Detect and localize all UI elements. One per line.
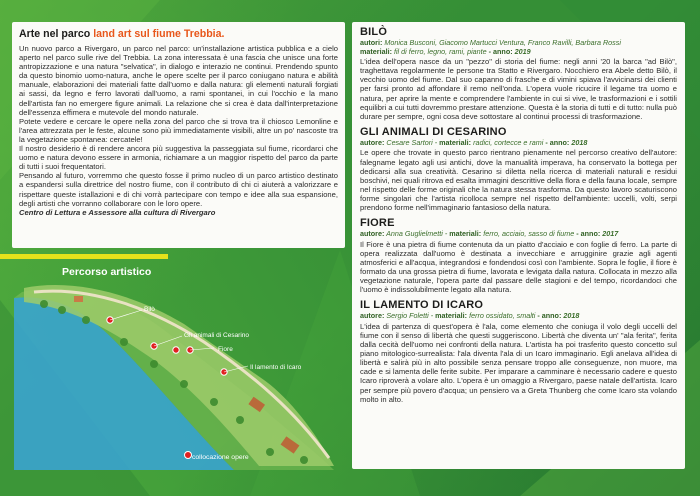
meta-text: radici, cortecce e rami — [471, 137, 544, 147]
meta-text: Sergio Foletti - — [384, 311, 436, 321]
works-panel — [352, 22, 685, 469]
map-label-bilo: Bilò — [144, 306, 155, 313]
intro-signature: Centro di Lettura e Assessore alla cultura di Rivergaro — [19, 207, 216, 217]
meta-label: materiali: — [439, 137, 472, 147]
park-map — [14, 280, 354, 470]
section-body: Le opere che trovate in questo parco rientrano pienamente nel percorso creativo dell'autore: falegname legato agli usi antichi, dove la manualità imperava, ha conservato la bottega per dedicarsi alla sua creatività. Cesarino si diletta nella ricerca di materiali naturali e residui boschivi, nei quali ritrova ed esalta immagini descrittive della flora e della fauna locale, sempre nel rispetto delle forme originali che la natura stessa trasforma. Da questo lavoro scaturiscono forme singolari che l'artista ricolloca sempre nel rispetto dell'ambiente: uccelli, volti, serpi prendono forme nell'immaginario fantasioso della natura. — [360, 148, 677, 212]
section-body: Il Fiore è una pietra di fiume contenuta da un piatto d'acciaio e con foglie di ferro. La parte di opera realizzata dall'uomo è destinata a invecchiare e arrugginire grazie agli agenti atmosferici e all'acqua, integrandosi e fondendosi così con l'ambiente. Sopra le foglie, il fiore è formato da una grossa pietra di fiume, lavorata e levigata dalla natura. Collocata in mezzo alla vegetazione naturale, l'opera parte dal passare delle stagioni e del tempo, ricordandoci che l'uomo è indissolubilmente legato alla natura. — [360, 239, 677, 295]
intro-panel — [12, 22, 345, 248]
meta-year: 2017 — [600, 229, 619, 239]
map-label-cesarino: Gli animali di Cesarino — [184, 332, 250, 339]
map-label-icaro: Il lamento di Icaro — [250, 364, 302, 371]
section-title: GLI ANIMALI DI CESARINO — [360, 125, 507, 138]
intro-title — [19, 28, 338, 41]
section-title: BILÒ — [360, 26, 388, 38]
section-meta — [360, 312, 677, 321]
intro-paragraph: Il nostro desiderio è di rendere ancora più suggestiva la passeggiata sul fiume, ricordarci che uomo e natura devono essere in armonia, richiamare a un maggior rispetto del parco da parte di tutti i suoi frequentatori. — [19, 144, 338, 172]
section-meta — [360, 230, 677, 239]
meta-label: autore: — [360, 229, 385, 239]
meta-label: autori: — [360, 38, 383, 47]
meta-year-label: - anno: — [486, 46, 513, 56]
section-meta — [360, 139, 677, 148]
meta-year-label: - anno: — [543, 137, 570, 147]
meta-text: Monica Busconi, Giacomo Martucci Ventura, Franco Ravilli, Barbara Rossi — [382, 38, 621, 47]
section-body: L'idea di partenza di quest'opera è l'ala, come elemento che coniuga il volo degli uccelli del fiume con il senso di libertà che questi suggeriscono. Libertà che diventa un' "ala ferita", ferita dalla cecità dell'uomo nei confronti della natura. L'artista ha poi trasferito questo concetto sul piano mitologico-surrealista: l'ala diventa l'ala di un Icaro immaginario. Egli anelava all'idea di libertà e salirà più in alto possibile senza pensare troppo alle conseguenze, non muore, ma cade e si lamenta delle ferite subite. Per imparare a camminare è necessario cadere e questo Icaro riproverà a volare alto. L'opera è un omaggio a Rivergaro, paese natale dell'artista. Icaro per sempre più povero d'acqua; un pensiero va a Greta Thunberg che come Icaro sta volando molto in alto. — [360, 321, 677, 404]
meta-text: fil di ferro, legno, rami, piante — [391, 46, 487, 56]
section-bilo — [360, 26, 677, 121]
building — [74, 296, 83, 302]
meta-label: autore: — [360, 137, 385, 147]
meta-year-label: - anno: — [574, 229, 601, 239]
section-body: L'idea dell'opera nasce da un "pezzo" di storia del fiume: negli anni '20 la barca "ad Bilò", traghettava regolarmente le persone tra Statto e Rivergaro. Nocchiero era Abele detto Bilò, il vecchio uomo del fiume. Dal suo capanno di frasche e di vimini spiava l'avvicinarsi dei clienti per farsi pronto ad affondare il remo nell'onda. L'opera vuole ricucire il legame tra uomo e natura, per aprire la mente e comprendere l'ambiente in cui si vive, le trasformazioni e i sottili equilibri a cui tutti dovremmo prestare attenzione. Questa è la storia di tutti e di tutto: nulla può durare per sempre, ogni cosa deve sottostare al continui processi di trasformazione. — [360, 57, 677, 121]
meta-year: 2019 — [512, 46, 531, 56]
section-icaro — [360, 299, 677, 403]
meta-year: 2018 — [561, 311, 580, 321]
meta-year: 2018 — [569, 137, 588, 147]
intro-title-prefix: Arte nel parco — [19, 28, 94, 40]
section-title: FIORE — [360, 217, 395, 230]
meta-label: autore: — [360, 311, 385, 321]
meta-year-label: - anno: — [535, 311, 562, 321]
intro-body — [19, 44, 338, 208]
map-title: Percorso artistico — [62, 266, 152, 278]
intro-paragraph: Un nuovo parco a Rivergaro, un parco nel parco: un'installazione artistica pubblica e a cielo aperto nel parco sulle rive del Trebbia. La zona interessata è una fascia che unisce una forte antropizzazione e una natura "selvatica", in dialogo e interazio ne continui. Prendendo spunto da questo binomio uomo-natura, anche le opere scelte per il parco coniugano natura e abilità manuale, elaborazioni dei materiali fatte dall'uomo e dalla natura: gli elementi naturali forgiati ai sassi, da legno e ferro lavorati dall'uomo, a rami spontanei, in cui l'occhio e la mano dell'artista fan no emergere figure animali. La relazione che si crea è data dall'interpretazione dell'essenza effimera e mutevole del mondo naturale. — [19, 44, 338, 117]
yellow-divider — [0, 254, 168, 259]
section-materials — [360, 48, 677, 57]
meta-label: materiali: — [449, 229, 482, 239]
map-legend: collocazione opere — [192, 454, 249, 461]
section-fiore — [360, 217, 677, 294]
legend-pin-icon — [184, 451, 192, 459]
section-title: IL LAMENTO DI ICARO — [360, 299, 484, 312]
meta-text: ferro, acciaio, sasso di fiume — [481, 229, 575, 239]
meta-text: Cesare Sartori - — [384, 137, 440, 147]
meta-label: materiali: — [435, 311, 468, 321]
meta-text: Anna Guglielmetti - — [384, 229, 450, 239]
intro-title-highlight: land art sul fiume Trebbia. — [93, 28, 225, 40]
meta-text: ferro ossidato, smalti — [467, 311, 536, 321]
intro-paragraph: Potete vedere e cercare le opere nella zona del parco che si trova tra il chiosco Lemonline e l'area attrezzata per le feste, alcune sono più immediatamente visibili, altre un po' nascoste tra la vegetazione spontanea: cercatele! — [19, 116, 338, 144]
meta-label: materiali: — [360, 46, 392, 56]
map-label-fiore: Fiore — [218, 346, 233, 353]
section-cesarino — [360, 126, 677, 212]
intro-paragraph: Pensando al futuro, vorremmo che questo fosse il primo nucleo di un parco artistico destinato a espandersi sulla direttrice del nostro fiume, con il contributo di chi ci aiuterà a valorizzare e rispettare queste istallazioni e di chi vorrà partecipare con tempo e idee alla sua espansione, degli artisti che vorranno collaborare con le loro opere. — [19, 171, 338, 208]
pin-cesarino-2 — [173, 347, 179, 353]
